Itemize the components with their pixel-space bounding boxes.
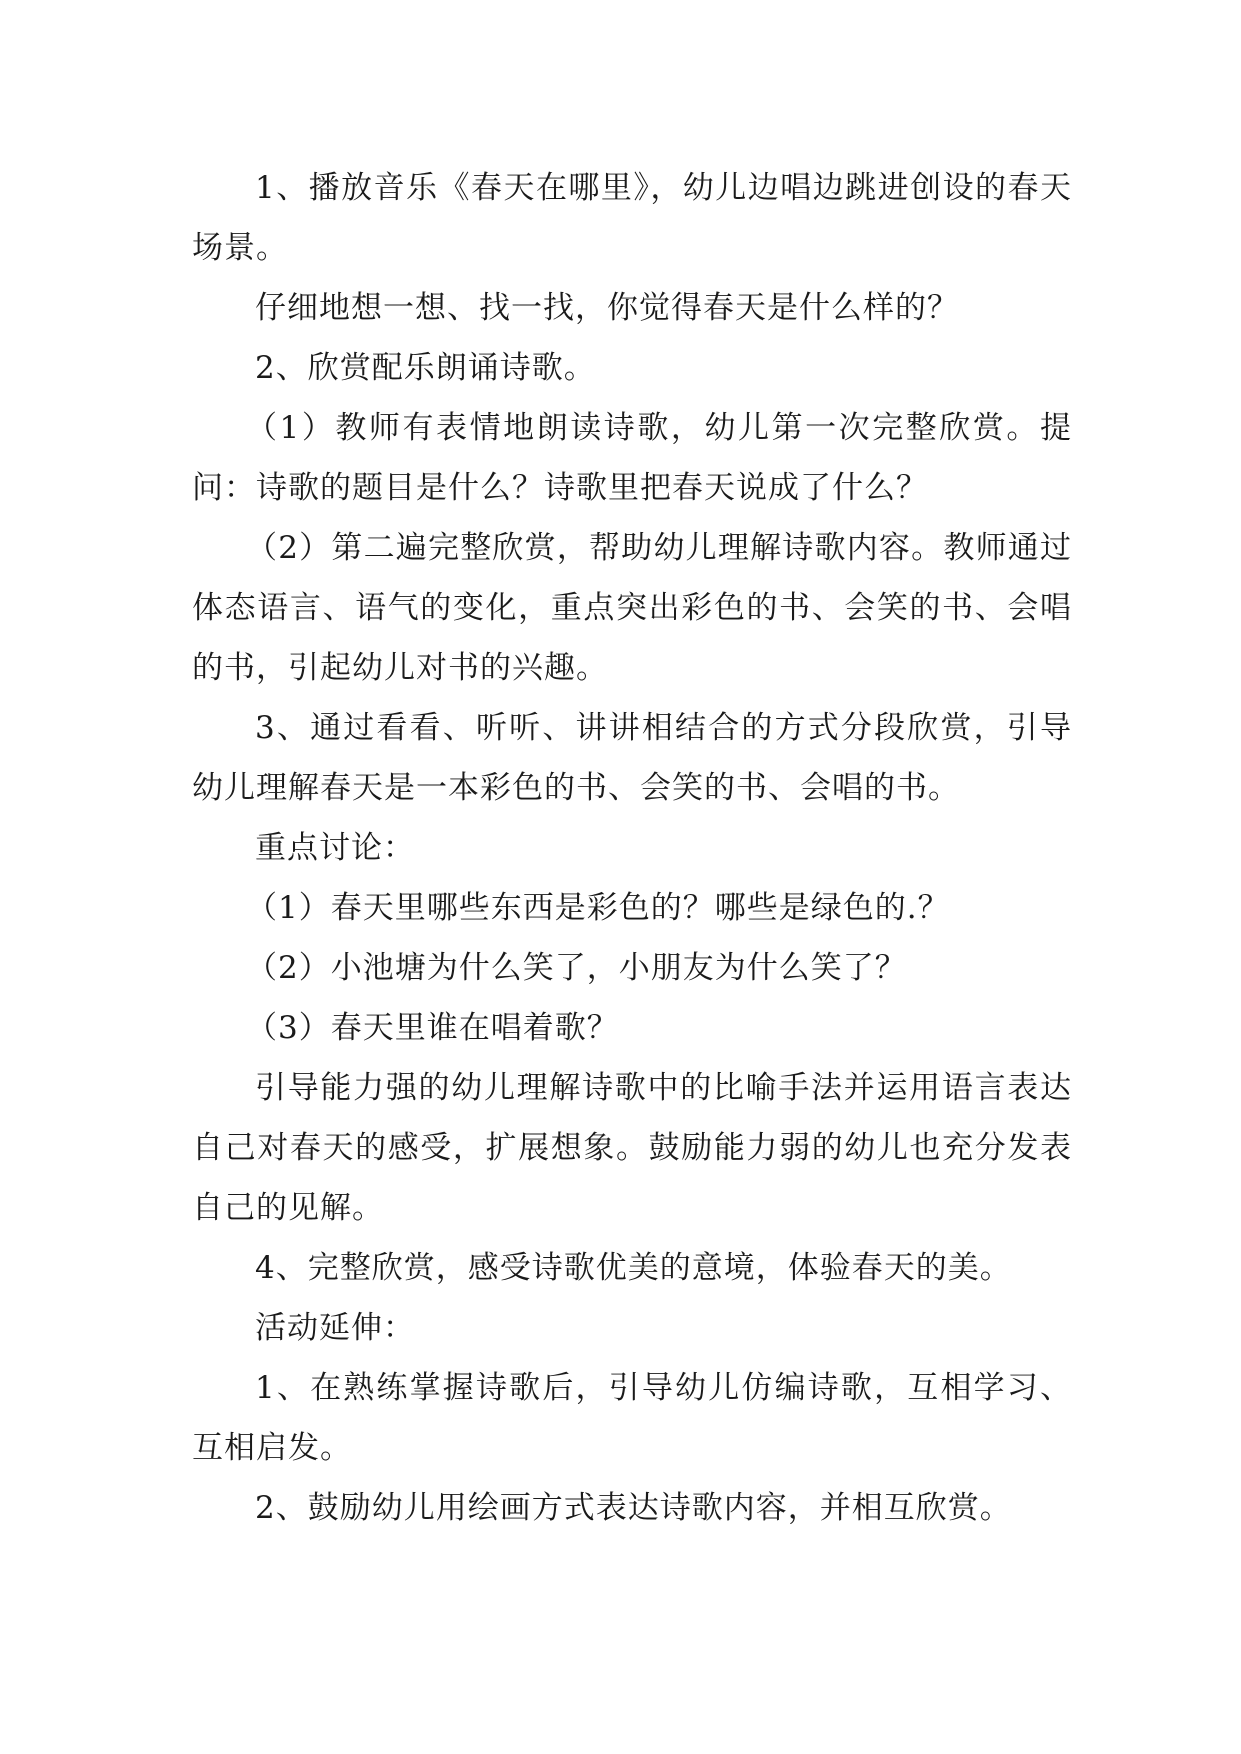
paragraph-guidance: 引导能力强的幼儿理解诗歌中的比喻手法并运用语言表达自己对春天的感受，扩展想象。鼓励能力弱的幼儿也充分发表自己的见解。 (192, 1070, 1072, 1226)
document-body (192, 158, 1072, 1538)
paragraph-discussion-3: （3）春天里谁在唱着歌？ (246, 1010, 619, 1046)
paragraph-step-1: 1、播放音乐《春天在哪里》，幼儿边唱边跳进创设的春天场景。 (192, 170, 1072, 266)
paragraph-step-2: 2、欣赏配乐朗诵诗歌。 (255, 350, 596, 386)
paragraph-step-4: 4、完整欣赏，感受诗歌优美的意境，体验春天的美。 (255, 1250, 1012, 1286)
paragraph-discussion-1: （1）春天里哪些东西是彩色的？哪些是绿色的.？ (246, 890, 950, 926)
paragraph-discussion-heading: 重点讨论： (255, 830, 415, 866)
paragraph-step-2-1: （1）教师有表情地朗读诗歌，幼儿第一次完整欣赏。提问：诗歌的题目是什么？诗歌里把春天说成了什么？ (192, 410, 1072, 506)
paragraph-extension-1: 1、在熟练掌握诗歌后，引导幼儿仿编诗歌，互相学习、互相启发。 (192, 1370, 1072, 1466)
paragraph-discussion-2: （2）小池塘为什么笑了，小朋友为什么笑了？ (246, 950, 907, 986)
paragraph-extension-heading: 活动延伸： (255, 1310, 415, 1346)
paragraph-step-3: 3、通过看看、听听、讲讲相结合的方式分段欣赏，引导幼儿理解春天是一本彩色的书、会笑的书、会唱的书。 (192, 710, 1072, 806)
paragraph-step-2-2: （2）第二遍完整欣赏，帮助幼儿理解诗歌内容。教师通过体态语言、语气的变化，重点突出彩色的书、会笑的书、会唱的书，引起幼儿对书的兴趣。 (192, 530, 1072, 686)
paragraph-question: 仔细地想一想、找一找，你觉得春天是什么样的？ (255, 290, 959, 326)
paragraph-extension-2: 2、鼓励幼儿用绘画方式表达诗歌内容，并相互欣赏。 (255, 1490, 1012, 1526)
